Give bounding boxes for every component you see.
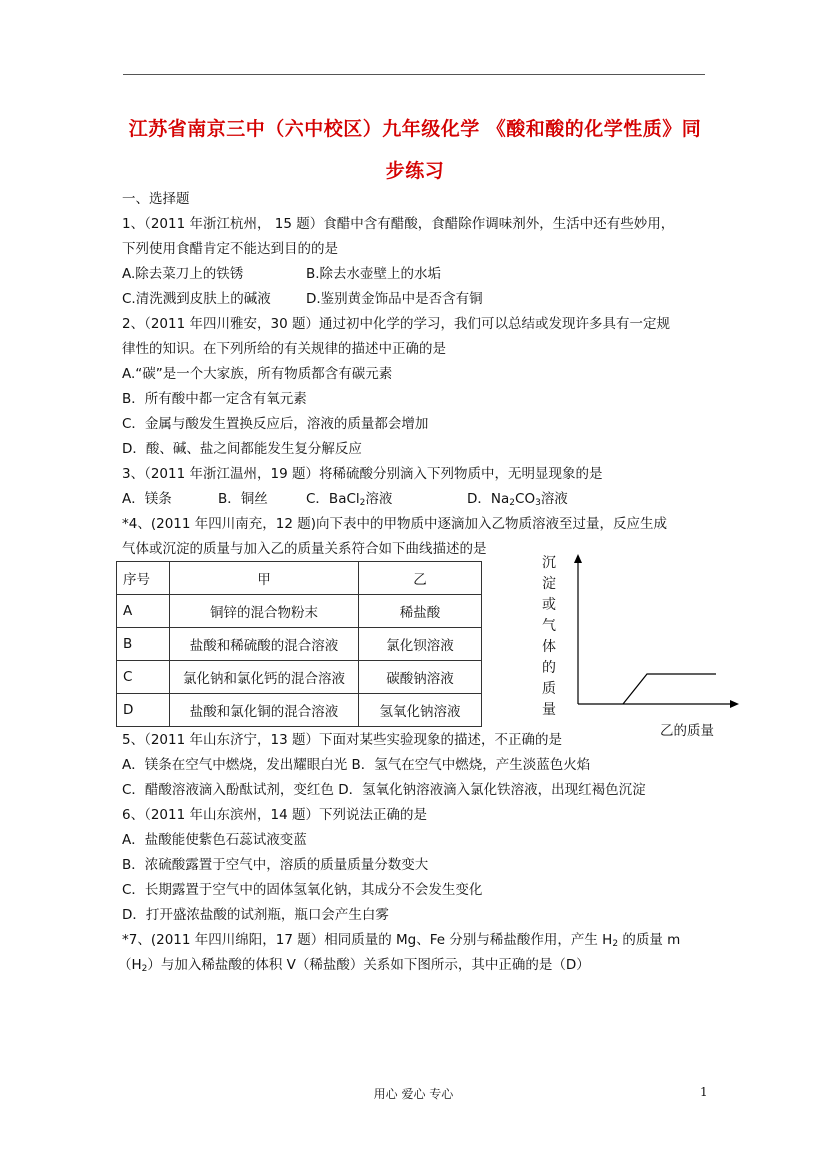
table-header-cell: 序号 [117, 562, 170, 595]
table-row [117, 628, 482, 661]
table-cell: 碳酸钠溶液 [359, 661, 482, 694]
graph-y-label-char: 淀 [542, 576, 556, 592]
table-cell: 铜锌的混合物粉末 [170, 595, 359, 628]
section-heading: 一、选择题 [122, 191, 190, 207]
table-header-cell: 甲 [170, 562, 359, 595]
q5-stem: 5、（2011 年山东济宁，13 题）下面对某些实验现象的描述，不正确的是 [122, 732, 562, 748]
q6-option-a: A．盐酸能使紫色石蕊试液变蓝 [122, 832, 307, 848]
graph-y-label-char: 沉 [542, 555, 556, 571]
q3-option-c: C．BaCl$_2$溶液 [306, 491, 393, 508]
table-cell: A [117, 595, 170, 628]
graph-y-label-char: 量 [542, 702, 556, 718]
table-cell: D [117, 694, 170, 727]
table-cell: B [117, 628, 170, 661]
table-row [117, 661, 482, 694]
q4-graph [530, 545, 750, 720]
q7-stem-line2: $(H_2)$与加入稀盐酸的体积 V（稀盐酸）关系如下图所示，其中正确的是（D） [118, 957, 590, 974]
table-header-cell: 乙 [359, 562, 482, 595]
graph-x-label: 乙的质量 [660, 723, 714, 739]
q3-option-d: D．$Na_2CO_3$溶液 [467, 491, 568, 508]
graph-curve [623, 674, 716, 704]
q2-stem-line1: 2、（2011 年四川雅安，30 题）通过初中化学的学习，我们可以总结或发现许多具有一定规 [122, 316, 670, 332]
graph-y-arrowhead [574, 554, 582, 563]
table-row [117, 694, 482, 727]
table-cell: 盐酸和稀硫酸的混合溶液 [170, 628, 359, 661]
q1-option-a: A.除去菜刀上的铁锈 [122, 266, 244, 282]
table-header-row [117, 562, 482, 595]
page-footer: 用心 爱心 专心 [373, 1087, 454, 1101]
q1-option-b: B.除去水壶壁上的水垢 [306, 266, 442, 282]
q1-stem-line2: 下列使用食醋肯定不能达到目的的是 [122, 241, 338, 257]
graph-y-label-char: 质 [542, 681, 556, 697]
graph-y-label [540, 553, 558, 721]
q7-stem-line1: *7、(2011 年四川绵阳，17 题）相同质量的 Mg、Fe 分别与稀盐酸作用，产生 $H_2$ 的质量 m [122, 932, 681, 949]
document-title-line2: 步练习 [385, 160, 445, 182]
q3-option-b: B．铜丝 [218, 491, 268, 507]
q2-option-b: B．所有酸中都一定含有氧元素 [122, 391, 307, 407]
graph-y-label-char: 或 [542, 597, 556, 613]
page-number: 1 [700, 1085, 708, 1099]
q1-option-c: C.清洗溅到皮肤上的碱液 [122, 291, 271, 307]
q4-table [116, 561, 482, 727]
table-cell: 盐酸和氯化铜的混合溶液 [170, 694, 359, 727]
q5-options-cd: C．醋酸溶液滴入酚酞试剂，变红色 D．氢氧化钠溶液滴入氯化铁溶液，出现红褐色沉淀 [122, 782, 646, 798]
table-cell: 氯化钠和氯化钙的混合溶液 [170, 661, 359, 694]
table-cell: 氢氧化钠溶液 [359, 694, 482, 727]
graph-y-label-char: 体 [542, 639, 556, 655]
q6-stem: 6、（2011 年山东滨州，14 题）下列说法正确的是 [122, 807, 427, 823]
table-cell: C [117, 661, 170, 694]
q6-option-c: C．长期露置于空气中的固体氢氧化钠，其成分不会发生变化 [122, 882, 483, 898]
table-cell: 稀盐酸 [359, 595, 482, 628]
graph-x-arrowhead [730, 700, 739, 708]
graph-y-label-char: 气 [542, 618, 556, 634]
q2-option-c: C．金属与酸发生置换反应后，溶液的质量都会增加 [122, 416, 429, 432]
q5-options-ab: A．镁条在空气中燃烧，发出耀眼白光 B．氢气在空气中燃烧，产生淡蓝色火焰 [122, 757, 591, 773]
q4-stem-line1: *4、(2011 年四川南充，12 题)向下表中的甲物质中逐滴加入乙物质溶液至过量，反应生成 [122, 516, 667, 532]
q2-option-a: A.“碳”是一个大家族，所有物质都含有碳元素 [122, 366, 393, 382]
q3-stem: 3、（2011 年浙江温州，19 题）将稀硫酸分别滴入下列物质中，无明显现象的是 [122, 466, 603, 482]
q1-option-d: D.鉴别黄金饰品中是否含有铜 [306, 291, 483, 307]
graph-y-label-char: 的 [542, 660, 556, 676]
q2-option-d: D．酸、碱、盐之间都能发生复分解反应 [122, 441, 362, 457]
q4-stem-line2: 气体或沉淀的质量与加入乙的质量关系符合如下曲线描述的是 [122, 541, 487, 557]
header-rule [123, 74, 705, 75]
document-title-line1: 江苏省南京三中（六中校区）九年级化学 《酸和酸的化学性质》同 [128, 118, 702, 140]
q6-option-d: D．打开盛浓盐酸的试剂瓶，瓶口会产生白雾 [122, 907, 389, 923]
q3-option-a: A．镁条 [122, 491, 172, 507]
table-row [117, 595, 482, 628]
table-cell: 氯化钡溶液 [359, 628, 482, 661]
q6-option-b: B．浓硫酸露置于空气中，溶质的质量质量分数变大 [122, 857, 429, 873]
q1-stem-line1: 1、（2011 年浙江杭州， 15 题）食醋中含有醋酸，食醋除作调味剂外，生活中还有些妙用， [122, 216, 675, 232]
q2-stem-line2: 律性的知识。在下列所给的有关规律的描述中正确的是 [122, 341, 446, 357]
